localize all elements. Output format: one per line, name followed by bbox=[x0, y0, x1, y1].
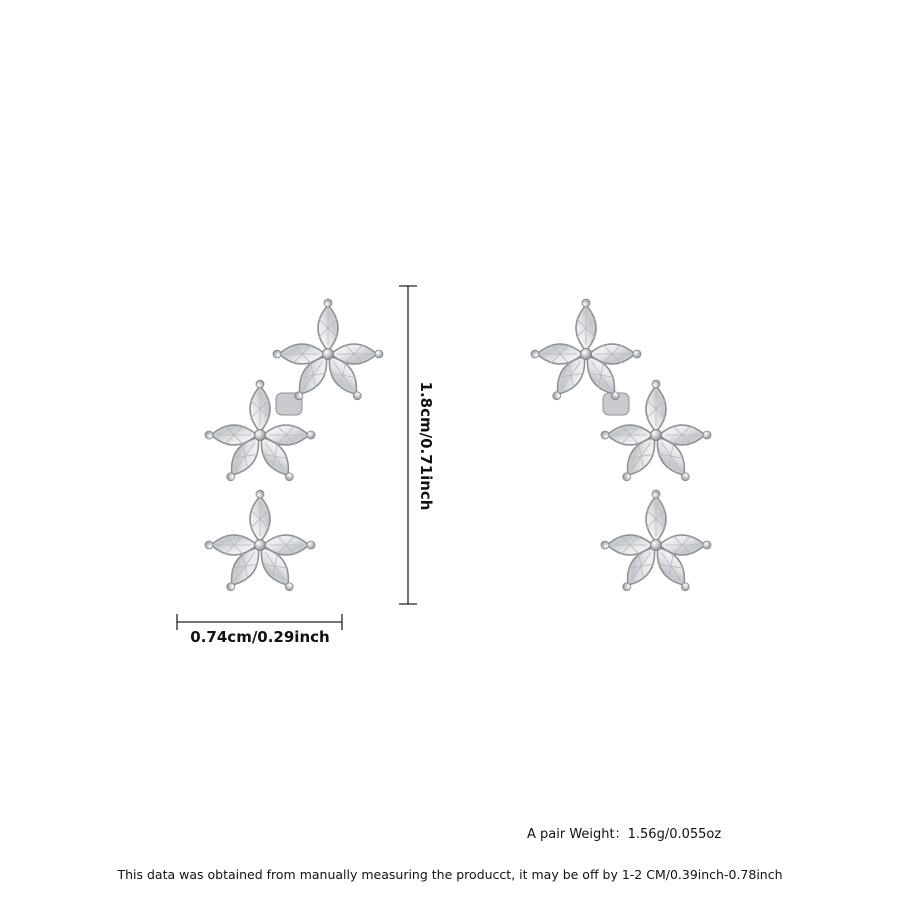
prong bbox=[273, 350, 281, 358]
flower-center bbox=[255, 540, 266, 551]
marquise-stone bbox=[576, 299, 596, 351]
prong bbox=[307, 431, 315, 439]
measurement-disclaimer: This data was obtained from manually measuring the producct, it may be off by 1-2 CM/0.39inch-0.78inch bbox=[117, 867, 783, 882]
prong bbox=[205, 541, 213, 549]
prong bbox=[256, 490, 264, 498]
marquise-stone bbox=[318, 299, 338, 351]
marquise-stone bbox=[646, 380, 666, 432]
prong bbox=[375, 350, 383, 358]
flower-center bbox=[651, 540, 662, 551]
height-dimension-label: 1.8cm/0.71inch bbox=[417, 381, 435, 511]
flower-center bbox=[651, 430, 662, 441]
prong bbox=[582, 299, 590, 307]
flower-center bbox=[255, 430, 266, 441]
prong bbox=[324, 299, 332, 307]
right-earring bbox=[531, 299, 711, 596]
prong bbox=[652, 380, 660, 388]
marquise-stone bbox=[250, 490, 270, 542]
left-earring bbox=[205, 299, 383, 596]
flower-cluster bbox=[601, 490, 711, 596]
flower-cluster bbox=[273, 299, 383, 405]
marquise-stone bbox=[250, 380, 270, 432]
prong bbox=[256, 380, 264, 388]
prong bbox=[531, 350, 539, 358]
prong bbox=[205, 431, 213, 439]
prong bbox=[307, 541, 315, 549]
flower-cluster bbox=[531, 299, 641, 405]
flower-center bbox=[323, 349, 334, 360]
flower-center bbox=[581, 349, 592, 360]
prong bbox=[703, 541, 711, 549]
flower-cluster bbox=[205, 490, 315, 596]
weight-spec: A pair Weight：1.56g/0.055oz bbox=[527, 827, 722, 842]
width-dimension-label: 0.74cm/0.29inch bbox=[190, 628, 330, 646]
prong bbox=[601, 431, 609, 439]
height-dimension-line bbox=[399, 286, 417, 604]
marquise-stone bbox=[646, 490, 666, 542]
prong bbox=[601, 541, 609, 549]
prong bbox=[633, 350, 641, 358]
prong bbox=[652, 490, 660, 498]
prong bbox=[703, 431, 711, 439]
